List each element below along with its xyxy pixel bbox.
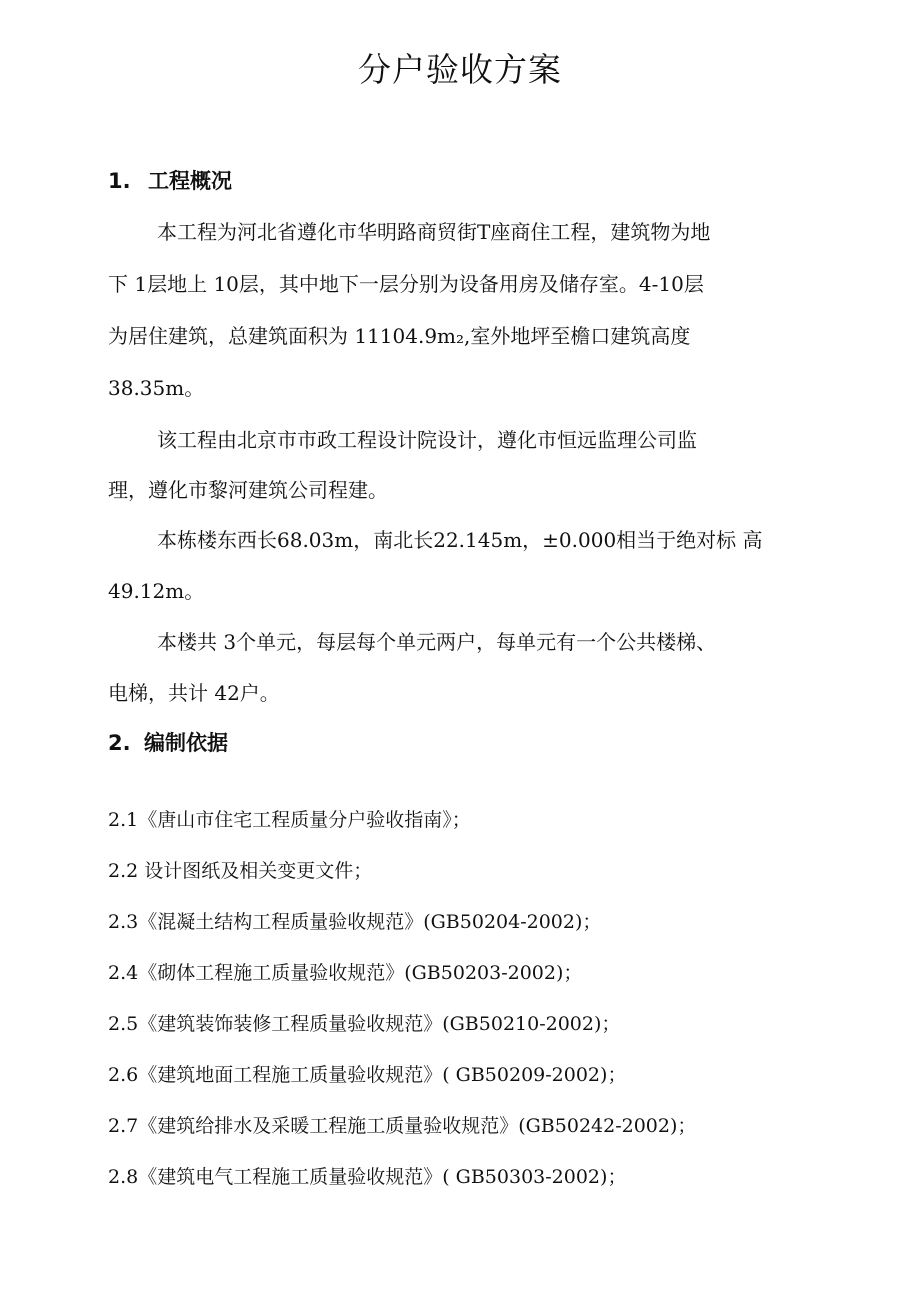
reference-item: 2.2 设计图纸及相关变更文件； [108, 860, 373, 882]
paragraph-line: 本栋楼东西长68.03m，南北长22.145m，±0.000相当于绝对标 高 [157, 528, 763, 552]
reference-item: 2.3《混凝土结构工程质量验收规范》(GB50204-2002)； [108, 911, 602, 933]
paragraph-line: 38.35m。 [108, 376, 205, 400]
section-2-heading [108, 727, 228, 757]
reference-item: 2.6《建筑地面工程施工质量验收规范》( GB50209-2002)； [108, 1064, 627, 1086]
reference-item: 2.1《唐山市住宅工程质量分户验收指南》； [108, 809, 471, 831]
paragraph-line: 49.12m。 [108, 579, 205, 603]
document-title: 分户验收方案 [358, 50, 562, 89]
section-1-number: 1. [108, 169, 131, 193]
paragraph-line: 电梯，共计 42户。 [108, 681, 280, 705]
section-2-number: 2. [108, 731, 131, 755]
section-2-title: 编制依据 [144, 731, 228, 755]
paragraph-line: 本工程为河北省遵化市华明路商贸街T座商住工程，建筑物为地 [157, 220, 711, 244]
paragraph-line: 本楼共 3个单元，每层每个单元两户，每单元有一个公共楼梯、 [157, 630, 717, 654]
reference-item: 2.7《建筑给排水及采暖工程施工质量验收规范》(GB50242-2002)； [108, 1115, 697, 1137]
reference-item: 2.4《砌体工程施工质量验收规范》(GB50203-2002)； [108, 962, 583, 984]
reference-item: 2.8《建筑电气工程施工质量验收规范》( GB50303-2002)； [108, 1166, 627, 1188]
reference-item: 2.5《建筑装饰装修工程质量验收规范》(GB50210-2002)； [108, 1013, 621, 1035]
section-1-title: 工程概况 [148, 169, 232, 193]
section-1-heading [108, 165, 232, 195]
paragraph-line: 为居住建筑，总建筑面积为 11104.9m₂,室外地坪至檐口建筑高度 [108, 324, 691, 348]
paragraph-line: 下 1层地上 10层，其中地下一层分别为设备用房及储存室。4-10层 [108, 272, 704, 296]
paragraph-line: 该工程由北京市市政工程设计院设计，遵化市恒远监理公司监 [157, 428, 697, 452]
paragraph-line: 理，遵化市黎河建筑公司程建。 [108, 478, 388, 502]
